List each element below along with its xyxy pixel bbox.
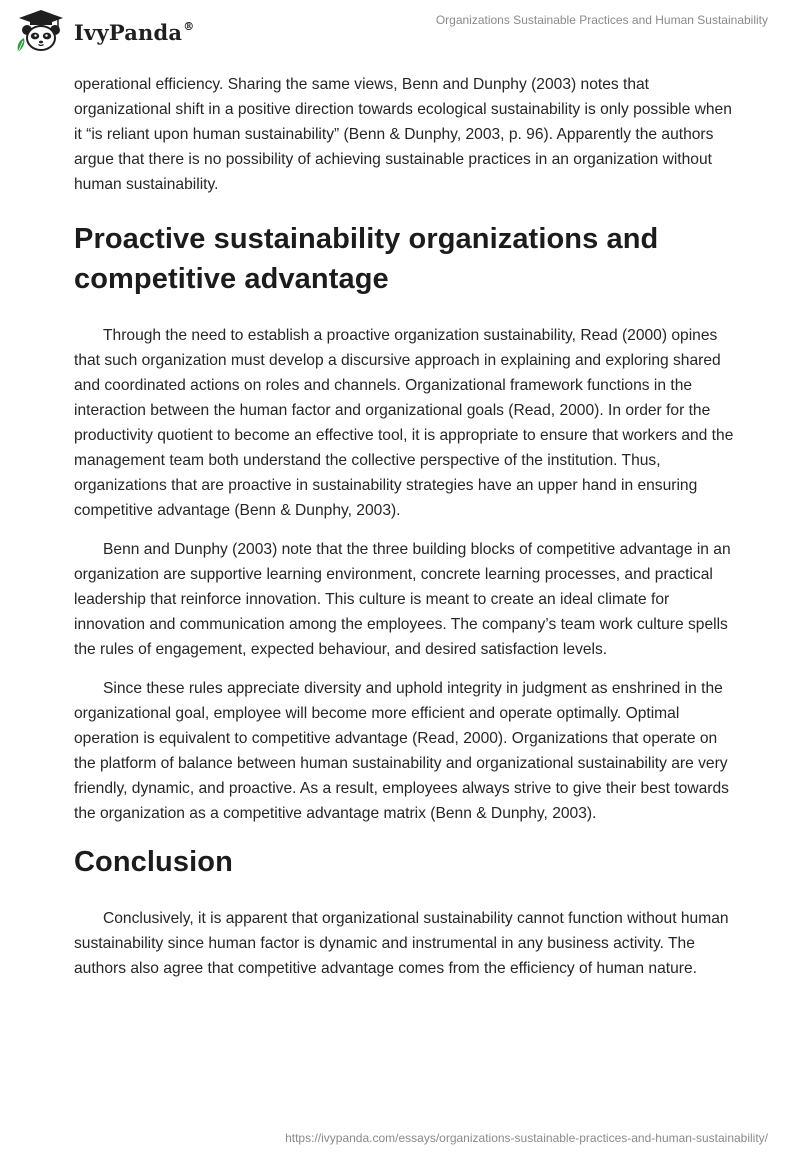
- paragraph-proactive-3: Since these rules appreciate diversity and uphold integrity in judgment as enshrined in the organizational goal, employee will become more efficient and operate optimally. Optimal operation is equivalent to competitive advantage (Read, 2000). Organizations that operate on the platform of balance between human sustainability and organizational sustainability are very friendly, dynamic, and proactive. As a result, employees always strive to give their best towards the organization as a competitive advantage matrix (Benn & Dunphy, 2003).: [74, 680, 729, 822]
- document-title: Organizations Sustainable Practices and Human Sustainability: [435, 13, 768, 27]
- source-url[interactable]: https://ivypanda.com/essays/organizations-sustainable-practices-and-human-sustainability/: [285, 1131, 768, 1145]
- brand-name: IvyPanda®: [74, 19, 195, 45]
- article-body: [74, 72, 734, 981]
- registered-mark: ®: [183, 19, 195, 33]
- page-header: [0, 0, 800, 60]
- section-heading-conclusion: Conclusion: [74, 846, 233, 878]
- paragraph-conclusion-1: Conclusively, it is apparent that organizational sustainability cannot function without human sustainability since human factor is dynamic and instrumental in any business activity. The authors also agree that competitive advantage comes from the efficiency of human nature.: [74, 910, 729, 977]
- paragraph-proactive-1: Through the need to establish a proactive organization sustainability, Read (2000) opines that such organization must develop a discursive approach in explaining and exploring shared and coordinated actions on roles and channels. Organizational framework functions in the interaction between the human factor and organizational goals (Read, 2000). In order for the productivity quotient to become an effective tool, it is appropriate to ensure that workers and the management team both understand the collective perspective of the institution. Thus, organizations that are proactive in sustainability strategies have an upper hand in ensuring competitive advantage (Benn & Dunphy, 2003).: [74, 327, 734, 519]
- intro-paragraph: operational efficiency. Sharing the same views, Benn and Dunphy (2003) notes that organizational shift in a positive direction towards ecological sustainability is only possible when it “is reliant upon human sustainability” (Benn & Dunphy, 2003, p. 96). Apparently the authors argue that there is no possibility of achieving sustainable practices in an organization without human sustainability.: [74, 76, 732, 193]
- section-heading-proactive: Proactive sustainability organizations and competitive advantage: [74, 223, 659, 295]
- panda-graduate-icon: [14, 8, 68, 54]
- paragraph-proactive-2: Benn and Dunphy (2003) note that the three building blocks of competitive advantage in an organization are supportive learning environment, concrete learning processes, and practical leadership that reinforce innovation. This culture is meant to create an ideal climate for innovation and communication among the employees. The company’s team work culture spells the rules of engagement, expected behaviour, and desired satisfaction levels.: [74, 541, 731, 658]
- ivypanda-logo[interactable]: [14, 8, 194, 54]
